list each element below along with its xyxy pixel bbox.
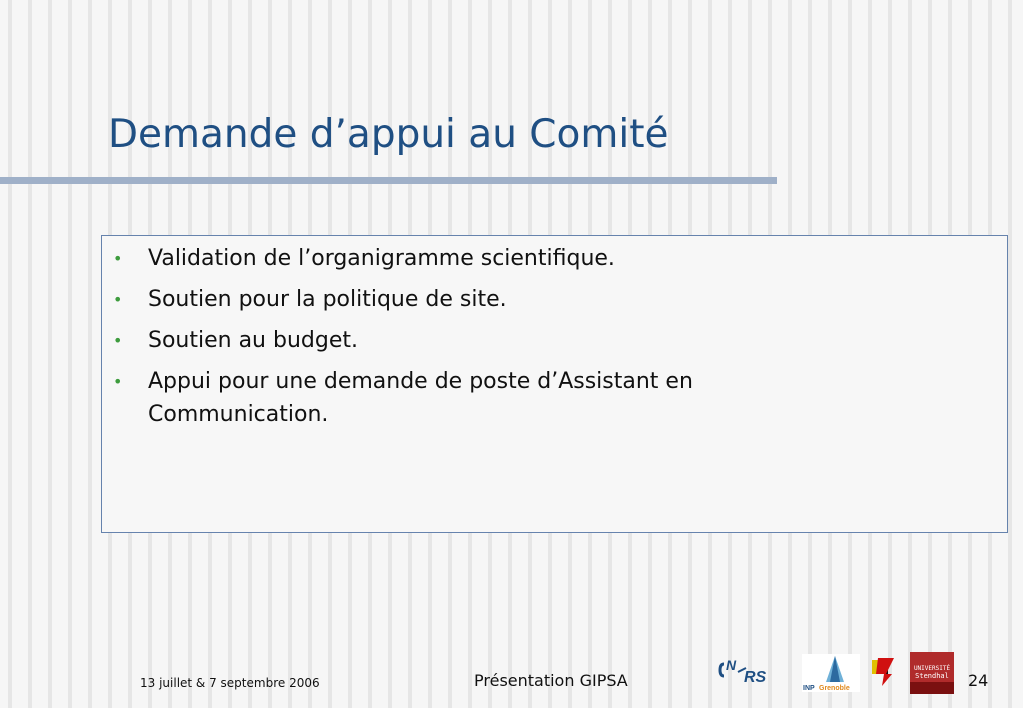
bullet-icon: • [113,331,123,350]
cnrs-logo [716,650,776,690]
bullet-icon: • [113,372,123,391]
ujf-logo [868,652,898,688]
bullet-text: Soutien au budget. [148,328,358,353]
footer-date: 13 juillet & 7 septembre 2006 [140,676,320,690]
svg-text:Grenoble: Grenoble [819,685,850,692]
svg-text:N: N [726,657,737,673]
slide-title: Demande d’appui au Comité [108,112,669,157]
stendhal-logo [910,652,954,694]
svg-text:UNIVERSITÉ: UNIVERSITÉ [913,665,951,672]
content-box [101,235,1008,533]
bullet-icon: • [113,290,123,309]
svg-text:INP: INP [803,685,815,692]
inp-grenoble-logo [800,652,862,694]
svg-text:RS: RS [744,669,767,686]
bullet-text: Soutien pour la politique de site. [148,287,507,312]
bullet-text: Validation de l’organigramme scientifique. [148,246,615,271]
bullet-text: Appui pour une demande de poste d’Assistant en Communication. [148,369,693,427]
footer-title: Présentation GIPSA [474,671,628,690]
bullet-icon: • [113,249,123,268]
title-divider [0,177,777,184]
page-number: 24 [968,671,989,690]
svg-text:Stendhal: Stendhal [915,672,949,680]
